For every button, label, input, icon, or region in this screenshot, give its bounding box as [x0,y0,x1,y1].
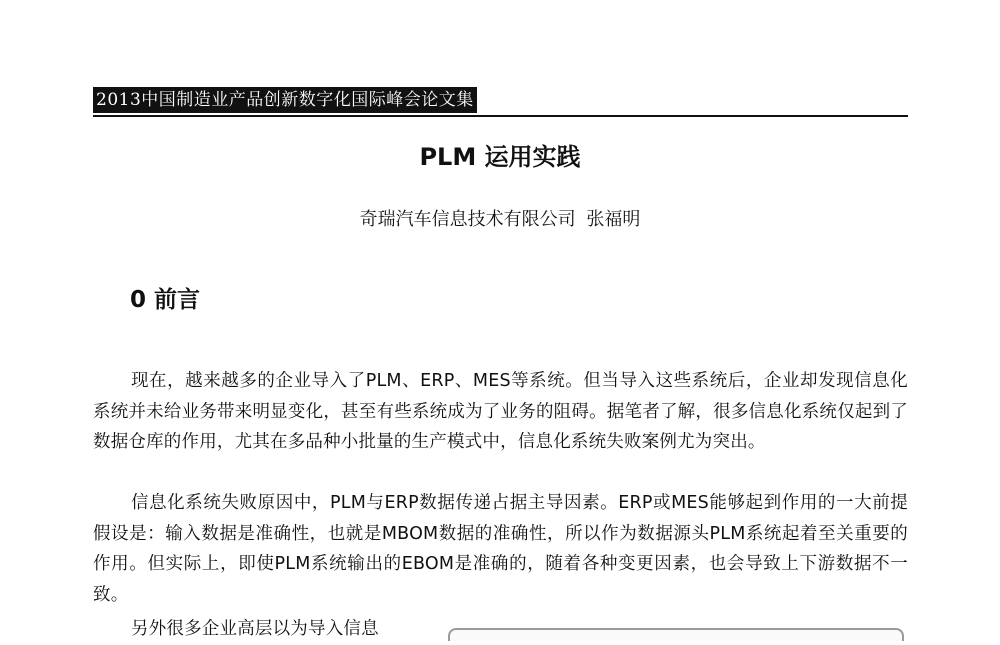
body-paragraph: 另外很多企业高层以为导入信息 [131,619,379,639]
header-rule [93,115,908,117]
figure-frame [448,628,904,641]
section-heading: 0 前言 [130,287,201,313]
running-header: 2013中国制造业产品创新数字化国际峰会论文集 [93,87,477,113]
paper-title: PLM 运用实践 [419,143,581,171]
body-paragraph: 现在，越来越多的企业导入了PLM、ERP、MES等系统。但当导入这些系统后，企业却发现信息化系统并未给业务带来明显变化，甚至有些系统成为了业务的阻碍。据笔者了解，很多信息化系统仅起到了数据仓库的作用，尤其在多品种小批量的生产模式中，信息化系统失败案例尤为突出。 [93,371,908,453]
author-affiliation: 奇瑞汽车信息技术有限公司 张福明 [359,209,641,230]
body-paragraph: 信息化系统失败原因中，PLM与ERP数据传递占据主导因素。ERP或MES能够起到作用的一大前提假设是：输入数据是准确性，也就是MBOM数据的准确性，所以作为数据源头PLM系统起着至关重要的作用。但实际上，即使PLM系统输出的EBOM是准确的，随着各种变更因素，也会导致上下游数据不一致。 [93,493,908,606]
